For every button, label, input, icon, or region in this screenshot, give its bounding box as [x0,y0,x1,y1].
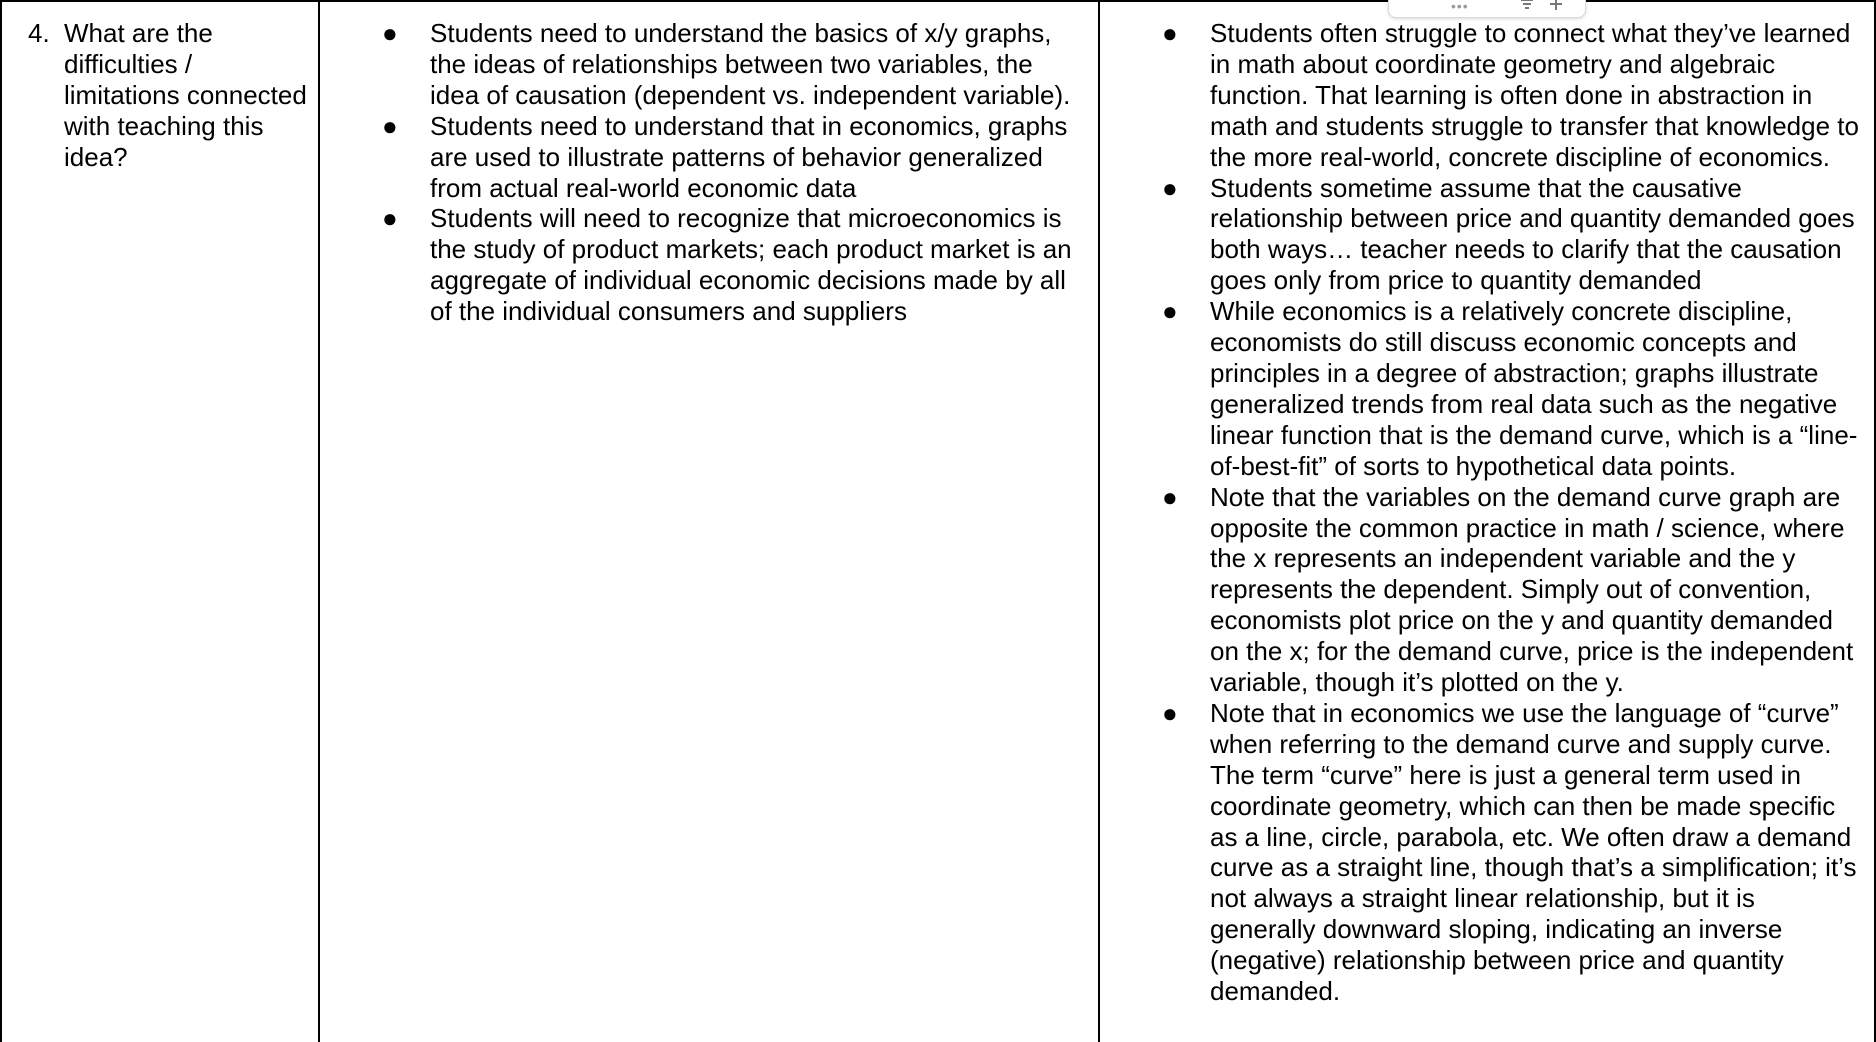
question-text: What are the difficulties / limitations connected with teaching this idea? [64,18,307,172]
bullet-icon: ● [382,18,398,48]
bullet-text: Students will need to recognize that microeconomics is the study of product markets; each product market is an aggregate of individual economic decisions made by all of the individual consumers and suppliers [430,203,1072,327]
list-item [382,203,1088,327]
column-b-cell[interactable] [319,1,1099,1042]
bullet-icon: ● [1162,481,1178,512]
bullet-text: While economics is a relatively concrete discipline, economists do still discuss economic concepts and principles in a degree of abstraction; graphs illustrate generalized trends from real data such as the negative linear function that is the demand curve, which is a “line-of-best-fit” of sorts to hypothetical data points. [1210,296,1858,481]
bullet-text: Note that in economics we use the language of “curve” when referring to the demand curve and supply curve. The term “curve” here is just a general term used in coordinate geometry, which can then be made specific as a line, circle, parabola, etc. We often draw a demand curve as a straight line, though that’s a simplification; it’s not always a straight linear relationship, but it is generally downward sloping, indicating an inverse (negative) relationship between price and quantity demanded. [1210,697,1857,1007]
bullet-icon: ● [382,110,398,141]
list-item [1162,296,1864,481]
list-item [1162,698,1864,1007]
list-item [1162,18,1864,173]
bullet-text: Note that the variables on the demand curve graph are opposite the common practice in math / science, where the x represents an independent variable and the y represents the dependent. Simply out of convention, economists plot price on the y and quantity demanded on the x; for the demand curve, price is the independent variable, though it’s plotted on the y. [1210,481,1854,698]
bullet-icon: ● [382,203,398,234]
table-row [1,1,1875,1042]
column-c-cell[interactable] [1099,1,1875,1042]
bullet-icon: ● [1162,172,1178,203]
bullet-list [1162,18,1864,1007]
bullet-list [382,18,1088,327]
bullet-text: Students sometime assume that the causative relationship between price and quantity demanded goes both ways… teacher needs to clarify that the causation goes only from price to quantity demanded [1210,172,1855,296]
list-item [1162,482,1864,698]
question-cell[interactable] [1,1,319,1042]
bullet-icon: ● [1162,18,1178,48]
drag-handle-icon[interactable]: ••• [1451,0,1469,14]
sort-icon[interactable] [1519,0,1535,14]
bullet-text: Students need to understand that in economics, graphs are used to illustrate patterns of behavior generalized from actual real-world economic data [430,110,1068,203]
list-item [382,111,1088,204]
list-item [1162,173,1864,297]
list-item [382,18,1088,111]
question-number: 4. [28,18,50,48]
bullet-icon: ● [1162,296,1178,327]
bullet-text: Students often struggle to connect what they’ve learned in math about coordinate geometry and algebraic function. That learning is often done in abstraction in math and students struggle to transfer that knowledge to the more real-world, concrete discipline of economics. [1210,18,1859,172]
bullet-icon: ● [1162,697,1178,728]
bullet-text: Students need to understand the basics of x/y graphs, the ideas of relationships between two variables, the idea of causation (dependent vs. independent variable). [430,18,1071,110]
table-floating-toolbar [1388,0,1586,18]
add-icon[interactable] [1549,0,1563,15]
